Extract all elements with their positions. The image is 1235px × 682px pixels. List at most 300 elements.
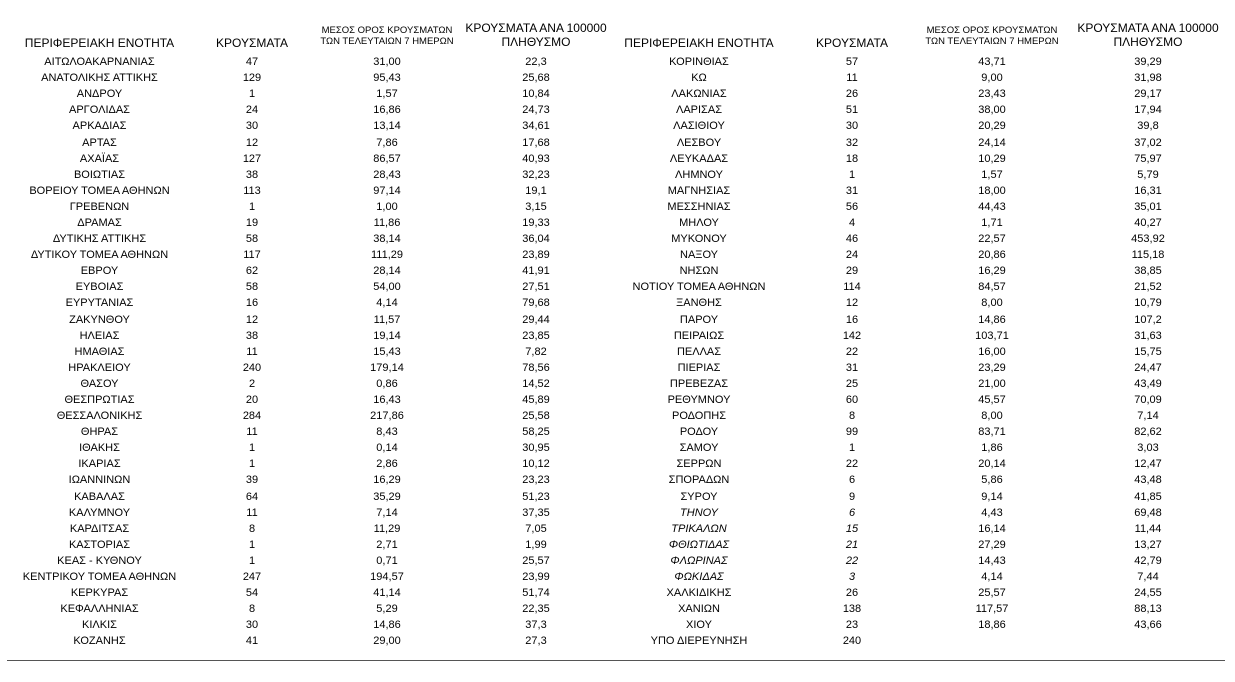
per-100k-cell: 41,85 — [1134, 490, 1162, 503]
table-row — [7, 489, 610, 505]
unit-name-cell: ΤΡΙΚΑΛΩΝ — [671, 522, 727, 535]
unit-name-cell: ΙΩΑΝΝΙΝΩΝ — [68, 474, 131, 487]
per-100k-cell: 11,44 — [1134, 522, 1162, 535]
table-row — [610, 328, 1228, 344]
avg-7day-cell: 16,29 — [978, 265, 1006, 278]
cases-cell: 1 — [248, 458, 256, 471]
per-100k-cell: 42,79 — [1134, 554, 1162, 567]
avg-7day-cell: 0,14 — [376, 442, 398, 455]
per-100k-cell: 10,84 — [522, 88, 550, 101]
unit-name-cell: ΖΑΚΥΝΘΟΥ — [69, 313, 130, 326]
per-100k-cell: 30,95 — [522, 442, 550, 455]
unit-name-cell: ΛΕΥΚΑΔΑΣ — [669, 152, 729, 165]
per-100k-cell: 23,23 — [522, 474, 550, 487]
avg-7day-cell: 7,86 — [376, 136, 398, 149]
avg-7day-cell: 19,14 — [373, 329, 401, 342]
cases-cell: 51 — [845, 104, 859, 117]
table-row — [610, 263, 1228, 279]
avg-7day-cell: 16,00 — [978, 345, 1006, 358]
unit-name-cell: ΦΛΩΡΙΝΑΣ — [670, 554, 728, 567]
table-row — [610, 167, 1228, 183]
cases-cell: 99 — [845, 426, 859, 439]
per-100k-cell: 37,35 — [522, 506, 550, 519]
per-100k-cell: 7,82 — [525, 345, 547, 358]
unit-name-cell: ΚΑΒΑΛΑΣ — [74, 490, 125, 503]
header-avg-right-line1: ΜΕΣΟΣ ΟΡΟΣ ΚΡΟΥΣΜΑΤΩΝ — [926, 25, 1058, 36]
table-row — [610, 585, 1228, 601]
avg-7day-cell: 8,00 — [981, 297, 1003, 310]
table-row — [7, 440, 610, 456]
per-100k-cell: 34,61 — [522, 120, 550, 133]
cases-cell: 16 — [845, 313, 859, 326]
avg-7day-cell: 7,14 — [376, 506, 398, 519]
unit-name-cell: ΥΠΟ ΔΙΕΡΕΥΝΗΣΗ — [650, 635, 748, 648]
cases-cell: 58 — [245, 233, 259, 246]
avg-7day-cell: 9,00 — [981, 72, 1003, 85]
unit-name-cell: ΛΑΚΩΝΙΑΣ — [671, 88, 727, 101]
unit-name-cell: ΚΑΡΔΙΤΣΑΣ — [69, 522, 130, 535]
table-row — [610, 633, 1228, 649]
per-100k-cell: 31,63 — [1134, 329, 1162, 342]
per-100k-cell: 27,51 — [522, 281, 550, 294]
per-100k-cell: 41,91 — [522, 265, 550, 278]
unit-name-cell: ΑΝΑΤΟΛΙΚΗΣ ΑΤΤΙΚΗΣ — [41, 72, 158, 85]
cases-cell: 8 — [248, 603, 256, 616]
per-100k-cell: 7,14 — [1137, 410, 1159, 423]
table-row — [7, 231, 610, 247]
cases-cell: 30 — [245, 120, 259, 133]
bottom-divider — [7, 660, 1225, 661]
unit-name-cell: ΣΥΡΟΥ — [680, 490, 718, 503]
per-100k-cell: 79,68 — [522, 297, 550, 310]
per-100k-cell: 38,85 — [1134, 265, 1162, 278]
table-row — [7, 312, 610, 328]
unit-name-cell: ΑΡΚΑΔΙΑΣ — [72, 120, 127, 133]
cases-cell: 30 — [245, 619, 259, 632]
header-avg-right — [916, 26, 1068, 48]
table-row — [7, 167, 610, 183]
avg-7day-cell: 83,71 — [978, 426, 1006, 439]
per-100k-cell: 25,57 — [522, 554, 550, 567]
per-100k-cell: 78,56 — [522, 361, 550, 374]
table-row — [610, 231, 1228, 247]
table-row — [7, 118, 610, 134]
unit-name-cell: ΘΗΡΑΣ — [80, 426, 119, 439]
avg-7day-cell: 5,86 — [981, 474, 1003, 487]
cases-cell: 58 — [245, 281, 259, 294]
per-100k-cell: 3,15 — [525, 200, 547, 213]
avg-7day-cell: 41,14 — [373, 587, 401, 600]
per-100k-cell: 75,97 — [1134, 152, 1162, 165]
cases-cell: 11 — [246, 345, 258, 358]
avg-7day-cell: 31,00 — [373, 56, 401, 69]
unit-name-cell: ΘΑΣΟΥ — [80, 377, 119, 390]
unit-name-cell: ΑΡΤΑΣ — [82, 136, 117, 149]
cases-cell: 24 — [245, 104, 259, 117]
avg-7day-cell: 38,00 — [978, 104, 1006, 117]
unit-name-cell: ΑΧΑΪΑΣ — [79, 152, 120, 165]
avg-7day-cell: 2,86 — [376, 458, 398, 471]
avg-7day-cell: 1,86 — [981, 442, 1003, 455]
avg-7day-cell: 14,86 — [978, 313, 1006, 326]
avg-7day-cell: 16,43 — [373, 394, 401, 407]
cases-cell: 64 — [245, 490, 259, 503]
table-row — [610, 472, 1228, 488]
table-row — [7, 360, 610, 376]
avg-7day-cell: 14,86 — [373, 619, 401, 632]
avg-7day-cell: 4,43 — [981, 506, 1003, 519]
cases-cell: 4 — [848, 216, 856, 229]
header-unit-left: ΠΕΡΙΦΕΡΕΙΑΚΗ ΕΝΟΤΗΤΑ — [24, 36, 175, 50]
unit-name-cell: ΦΩΚΙΔΑΣ — [674, 571, 724, 584]
table-row — [610, 376, 1228, 392]
avg-7day-cell: 20,14 — [978, 458, 1006, 471]
cases-cell: 1 — [248, 88, 256, 101]
unit-name-cell: ΤΗΝΟΥ — [680, 506, 718, 519]
table-row — [7, 54, 610, 70]
cases-cell: 117 — [243, 249, 261, 262]
table-row — [610, 360, 1228, 376]
avg-7day-cell: 1,57 — [981, 168, 1003, 181]
cases-cell: 39 — [245, 474, 259, 487]
unit-name-cell: ΒΟΡΕΙΟΥ ΤΟΜΕΑ ΑΘΗΝΩΝ — [29, 184, 170, 197]
table-row — [7, 102, 610, 118]
table-row — [610, 392, 1228, 408]
per-100k-cell: 37,02 — [1134, 136, 1162, 149]
table-row — [610, 86, 1228, 102]
cases-cell: 1 — [248, 538, 256, 551]
table-row — [610, 199, 1228, 215]
table-row — [610, 295, 1228, 311]
table-row — [610, 151, 1228, 167]
table-row — [610, 424, 1228, 440]
avg-7day-cell: 29,00 — [373, 635, 401, 648]
per-100k-cell: 58,25 — [522, 426, 550, 439]
unit-name-cell: ΣΕΡΡΩΝ — [676, 458, 722, 471]
avg-7day-cell: 16,86 — [373, 104, 401, 117]
unit-name-cell: ΕΒΡΟΥ — [80, 265, 119, 278]
avg-7day-cell: 103,71 — [975, 329, 1009, 342]
unit-name-cell: ΝΑΞΟΥ — [680, 249, 718, 262]
avg-7day-cell: 15,43 — [373, 345, 401, 358]
unit-name-cell: ΚΙΛΚΙΣ — [82, 619, 117, 632]
avg-7day-cell: 54,00 — [373, 281, 401, 294]
table-row — [610, 70, 1228, 86]
per-100k-cell: 24,47 — [1134, 361, 1162, 374]
unit-name-cell: ΧΙΟΥ — [686, 619, 712, 632]
table-row — [7, 328, 610, 344]
per-100k-cell: 453,92 — [1131, 233, 1165, 246]
avg-7day-cell: 18,00 — [978, 184, 1006, 197]
cases-cell: 142 — [842, 329, 862, 342]
unit-name-cell: ΚΩ — [691, 72, 707, 85]
per-100k-cell: 37,3 — [525, 619, 547, 632]
unit-name-cell: ΝΗΣΩΝ — [679, 265, 719, 278]
unit-name-cell: ΛΑΡΙΣΑΣ — [675, 104, 722, 117]
avg-7day-cell: 11,86 — [373, 216, 401, 229]
per-100k-cell: 70,09 — [1134, 394, 1162, 407]
unit-name-cell: ΦΘΙΩΤΙΔΑΣ — [668, 538, 730, 551]
header-avg-left — [312, 26, 462, 48]
avg-7day-cell: 22,57 — [978, 233, 1006, 246]
unit-name-cell: ΑΝΔΡΟΥ — [76, 88, 123, 101]
cases-cell: 38 — [245, 329, 259, 342]
table-row — [7, 601, 610, 617]
cases-cell: 113 — [243, 184, 261, 197]
per-100k-cell — [1068, 633, 1228, 649]
table-row — [7, 376, 610, 392]
unit-name-cell: ΠΡΕΒΕΖΑΣ — [669, 377, 729, 390]
unit-name-cell: ΚΕΑΣ - ΚΥΘΝΟΥ — [57, 554, 142, 567]
table-row — [7, 456, 610, 472]
table-row — [7, 553, 610, 569]
per-100k-cell: 23,89 — [522, 249, 550, 262]
avg-7day-cell: 16,29 — [373, 474, 401, 487]
header-cases-right: ΚΡΟΥΣΜΑΤΑ — [816, 36, 888, 50]
avg-7day-cell: 194,57 — [370, 571, 404, 584]
unit-name-cell: ΜΗΛΟΥ — [679, 216, 719, 229]
per-100k-cell: 115,18 — [1131, 249, 1165, 262]
table-row — [610, 553, 1228, 569]
avg-7day-cell: 2,71 — [376, 538, 398, 551]
table-row — [610, 521, 1228, 537]
cases-cell: 26 — [845, 88, 859, 101]
table-row — [610, 569, 1228, 585]
cases-cell: 9 — [848, 490, 856, 503]
cases-cell: 1 — [248, 200, 256, 213]
cases-cell: 284 — [242, 410, 262, 423]
unit-name-cell: ΙΚΑΡΙΑΣ — [78, 458, 121, 471]
avg-7day-cell: 27,29 — [978, 538, 1006, 551]
table-row — [7, 505, 610, 521]
unit-name-cell: ΙΘΑΚΗΣ — [79, 442, 120, 455]
header-per-right-line2: ΠΛΗΘΥΣΜΟ — [1113, 34, 1183, 49]
per-100k-cell: 3,03 — [1137, 442, 1159, 455]
per-100k-cell: 10,79 — [1134, 297, 1162, 310]
per-100k-cell: 21,52 — [1134, 281, 1162, 294]
table-row — [610, 617, 1228, 633]
avg-7day-cell: 16,14 — [978, 522, 1006, 535]
unit-name-cell: ΡΟΔΟΥ — [679, 426, 719, 439]
per-100k-cell: 14,52 — [522, 377, 550, 390]
table-row — [610, 456, 1228, 472]
table-row — [7, 521, 610, 537]
table-row — [610, 440, 1228, 456]
avg-7day-cell — [916, 633, 1068, 649]
cases-cell: 19 — [245, 216, 259, 229]
table-row — [610, 215, 1228, 231]
unit-name-cell: ΕΥΡΥΤΑΝΙΑΣ — [65, 297, 134, 310]
header-avg-left-line1: ΜΕΣΟΣ ΟΡΟΣ ΚΡΟΥΣΜΑΤΩΝ — [321, 25, 453, 36]
cases-cell: 29 — [845, 265, 859, 278]
table-row — [610, 102, 1228, 118]
avg-7day-cell: 44,43 — [978, 200, 1006, 213]
unit-name-cell: ΡΟΔΟΠΗΣ — [671, 410, 727, 423]
avg-7day-cell: 8,43 — [376, 426, 398, 439]
unit-name-cell: ΧΑΝΙΩΝ — [678, 603, 720, 616]
avg-7day-cell: 28,14 — [373, 265, 401, 278]
table-row — [610, 118, 1228, 134]
per-100k-cell: 22,3 — [525, 56, 547, 69]
per-100k-cell: 88,13 — [1134, 603, 1162, 616]
table-row — [7, 633, 610, 649]
per-100k-cell: 31,98 — [1134, 72, 1162, 85]
table-row — [610, 183, 1228, 199]
cases-cell: 1 — [248, 442, 256, 455]
table-row — [7, 472, 610, 488]
avg-7day-cell: 9,14 — [981, 490, 1003, 503]
per-100k-cell: 35,01 — [1134, 200, 1162, 213]
table-row — [7, 392, 610, 408]
cases-cell: 18 — [845, 152, 859, 165]
avg-7day-cell: 8,00 — [981, 410, 1003, 423]
avg-7day-cell: 10,29 — [978, 152, 1006, 165]
unit-name-cell: ΔΥΤΙΚΟΥ ΤΟΜΕΑ ΑΘΗΝΩΝ — [30, 249, 169, 262]
avg-7day-cell: 14,43 — [978, 554, 1006, 567]
table-row — [7, 215, 610, 231]
per-100k-cell: 27,3 — [525, 635, 547, 648]
unit-name-cell: ΚΕΝΤΡΙΚΟΥ ΤΟΜΕΑ ΑΘΗΝΩΝ — [22, 571, 177, 584]
cases-cell: 32 — [845, 136, 859, 149]
table-row — [7, 183, 610, 199]
per-100k-cell: 10,12 — [522, 458, 550, 471]
cases-cell: 16 — [245, 297, 259, 310]
cases-cell: 26 — [845, 587, 859, 600]
table-row — [610, 489, 1228, 505]
unit-name-cell: ΗΛΕΙΑΣ — [79, 329, 120, 342]
unit-name-cell: ΘΕΣΠΡΩΤΙΑΣ — [64, 394, 135, 407]
unit-name-cell: ΚΕΦΑΛΛΗΝΙΑΣ — [60, 603, 139, 616]
table-row — [610, 505, 1228, 521]
unit-name-cell: ΠΕΛΛΑΣ — [676, 345, 722, 358]
per-100k-cell: 23,85 — [522, 329, 550, 342]
cases-cell: 8 — [248, 522, 256, 535]
avg-7day-cell: 20,29 — [978, 120, 1006, 133]
table-row — [7, 295, 610, 311]
unit-name-cell: ΚΟΖΑΝΗΣ — [73, 635, 126, 648]
per-100k-cell: 43,48 — [1134, 474, 1162, 487]
avg-7day-cell: 45,57 — [978, 394, 1006, 407]
cases-cell: 129 — [242, 72, 262, 85]
avg-7day-cell: 5,29 — [376, 603, 398, 616]
avg-7day-cell: 217,86 — [370, 410, 404, 423]
per-100k-cell: 19,33 — [522, 216, 550, 229]
unit-name-cell: ΝΟΤΙΟΥ ΤΟΜΕΑ ΑΘΗΝΩΝ — [632, 281, 766, 294]
table-row — [610, 312, 1228, 328]
avg-7day-cell: 11,29 — [373, 522, 401, 535]
avg-7day-cell: 97,14 — [373, 184, 401, 197]
table-row — [610, 54, 1228, 70]
cases-cell: 38 — [245, 168, 259, 181]
header-per-right-line1: ΚΡΟΥΣΜΑΤΑ ΑΝΑ 100000 — [1077, 21, 1219, 35]
avg-7day-cell: 28,43 — [373, 168, 401, 181]
table-row — [610, 134, 1228, 150]
per-100k-cell: 15,75 — [1134, 345, 1162, 358]
table-row — [7, 585, 610, 601]
unit-name-cell: ΚΕΡΚΥΡΑΣ — [70, 587, 129, 600]
unit-name-cell: ΛΑΣΙΘΙΟΥ — [673, 120, 725, 133]
header-avg-left-line2: ΤΩΝ ΤΕΛΕΥΤΑΙΩΝ 7 ΗΜΕΡΩΝ — [320, 35, 454, 47]
cases-cell: 25 — [845, 377, 859, 390]
per-100k-cell: 16,31 — [1134, 184, 1162, 197]
avg-7day-cell: 1,57 — [376, 88, 398, 101]
per-100k-cell: 23,99 — [522, 571, 550, 584]
table-row — [7, 537, 610, 553]
cases-cell: 114 — [843, 281, 861, 294]
per-100k-cell: 7,44 — [1137, 571, 1159, 584]
unit-name-cell: ΓΡΕΒΕΝΩΝ — [69, 200, 130, 213]
avg-7day-cell: 4,14 — [376, 297, 398, 310]
avg-7day-cell: 23,29 — [978, 361, 1006, 374]
unit-name-cell: ΛΕΣΒΟΥ — [676, 136, 722, 149]
table-row — [7, 408, 610, 424]
right-data-table — [610, 54, 1228, 649]
table-row — [7, 344, 610, 360]
cases-cell: 24 — [845, 249, 859, 262]
table-row — [7, 279, 610, 295]
unit-name-cell: ΔΡΑΜΑΣ — [77, 216, 122, 229]
per-100k-cell: 22,35 — [522, 603, 550, 616]
cases-cell: 3 — [848, 571, 856, 584]
cases-cell: 11 — [246, 506, 258, 519]
cases-cell: 22 — [845, 458, 859, 471]
unit-name-cell: ΔΥΤΙΚΗΣ ΑΤΤΙΚΗΣ — [52, 233, 147, 246]
avg-7day-cell: 24,14 — [978, 136, 1006, 149]
per-100k-cell: 51,23 — [522, 490, 550, 503]
cases-cell: 127 — [242, 152, 262, 165]
table-row — [7, 569, 610, 585]
avg-7day-cell: 117,57 — [975, 603, 1009, 616]
per-100k-cell: 25,68 — [522, 72, 550, 85]
table-row — [7, 617, 610, 633]
cases-cell: 21 — [845, 538, 859, 551]
per-100k-cell: 69,48 — [1134, 506, 1162, 519]
table-row — [610, 408, 1228, 424]
unit-name-cell: ΑΙΤΩΛΟΑΚΑΡΝΑΝΙΑΣ — [44, 56, 155, 69]
avg-7day-cell: 21,00 — [978, 377, 1006, 390]
table-row — [7, 151, 610, 167]
avg-7day-cell: 11,57 — [373, 313, 401, 326]
per-100k-cell: 17,68 — [522, 136, 550, 149]
unit-name-cell: ΠΑΡΟΥ — [679, 313, 719, 326]
unit-name-cell: ΠΕΙΡΑΙΩΣ — [673, 329, 725, 342]
per-100k-cell: 45,89 — [522, 394, 550, 407]
table-row — [7, 70, 610, 86]
table-row — [7, 263, 610, 279]
unit-name-cell: ΗΡΑΚΛΕΙΟΥ — [68, 361, 131, 374]
per-100k-cell: 40,27 — [1134, 216, 1162, 229]
per-100k-cell: 39,29 — [1134, 56, 1162, 69]
unit-name-cell: ΣΑΜΟΥ — [679, 442, 719, 455]
table-row — [7, 424, 610, 440]
right-table-body — [610, 54, 1228, 649]
header-per-right — [1068, 22, 1228, 50]
avg-7day-cell: 95,43 — [373, 72, 401, 85]
cases-cell: 1 — [248, 554, 256, 567]
table-row — [7, 199, 610, 215]
per-100k-cell: 29,17 — [1134, 88, 1162, 101]
header-per-left-line1: ΚΡΟΥΣΜΑΤΑ ΑΝΑ 100000 — [465, 21, 607, 35]
cases-cell: 22 — [845, 554, 859, 567]
table-row — [610, 537, 1228, 553]
table-row — [610, 601, 1228, 617]
cases-cell: 11 — [846, 72, 858, 85]
cases-cell: 1 — [848, 442, 856, 455]
per-100k-cell: 13,27 — [1134, 538, 1162, 551]
header-unit-right: ΠΕΡΙΦΕΡΕΙΑΚΗ ΕΝΟΤΗΤΑ — [624, 36, 774, 50]
cases-cell: 138 — [842, 603, 862, 616]
unit-name-cell: ΚΑΛΥΜΝΟΥ — [68, 506, 131, 519]
